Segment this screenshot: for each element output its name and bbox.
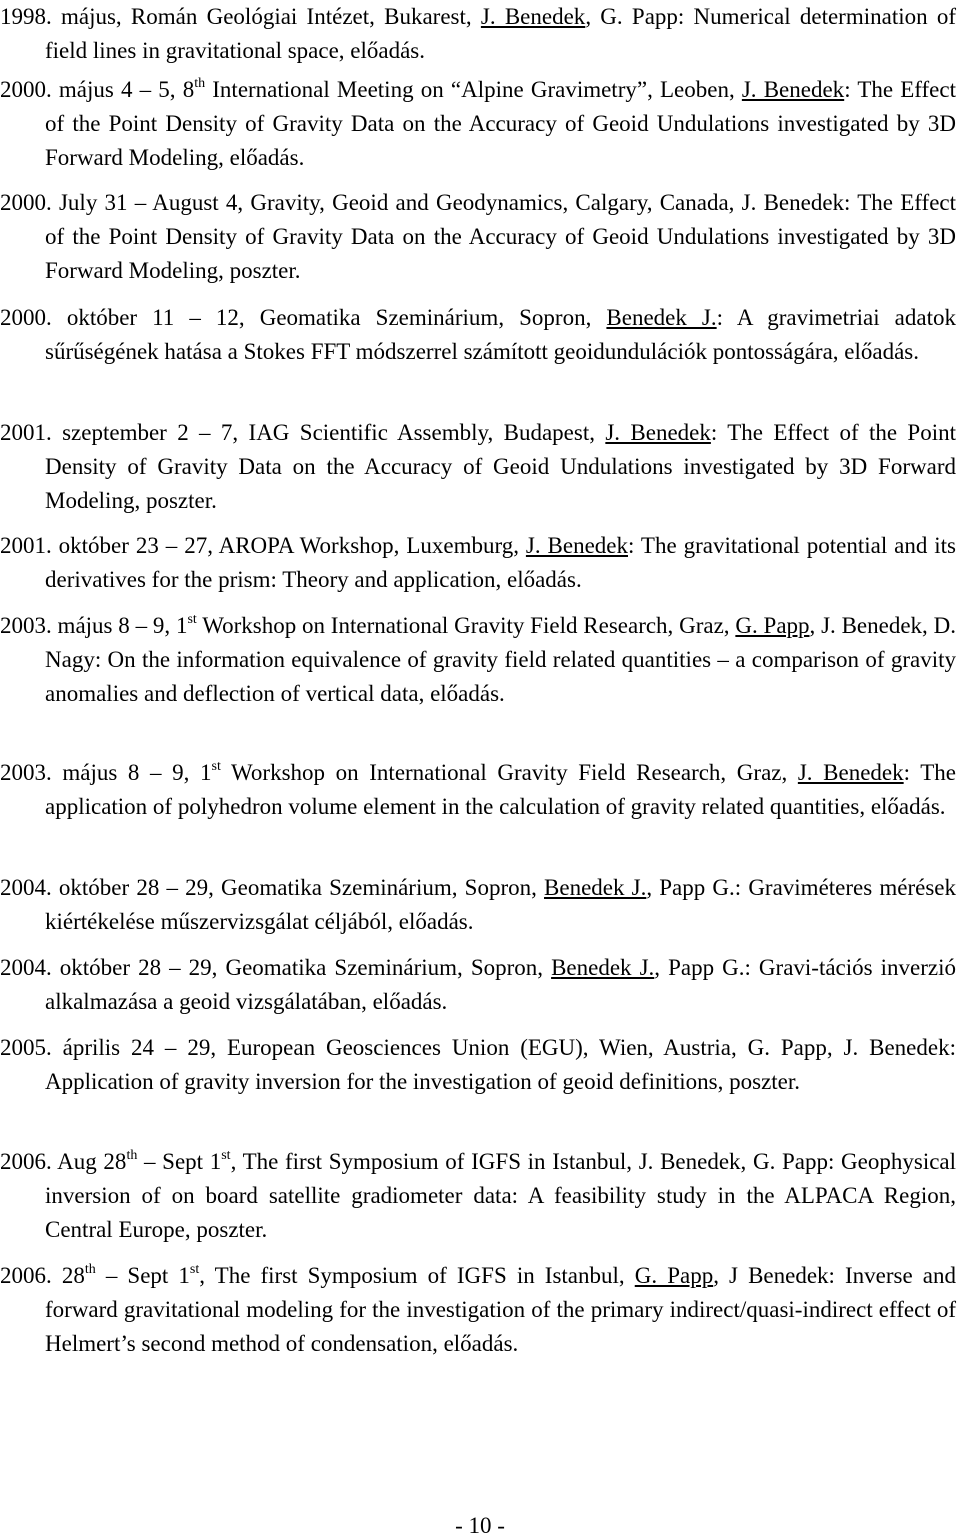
ordinal-suffix: st <box>221 1148 231 1163</box>
author-name-underlined: Benedek J. <box>606 305 717 330</box>
entry-text: : The Effect of the Point Density of Gravity Data on the Accuracy of Geoid Undulations investigated by 3D Forward Modeling, előadás. <box>45 77 956 170</box>
entry-text: 2000. október 11 – 12, Geomatika Szeminárium, Sopron, <box>0 305 607 330</box>
entry-text: Workshop on International Gravity Field Research, Graz, <box>220 760 798 785</box>
entry-text: 2006. Aug 28 <box>0 1149 127 1174</box>
entry-text: 2001. október 23 – 27, AROPA Workshop, Luxemburg, <box>0 533 526 558</box>
conference-entry <box>0 73 956 175</box>
conference-entry <box>0 1145 956 1247</box>
ordinal-suffix: st <box>189 1262 200 1277</box>
entry-text: : The Effect of the Point Density of Gravity Data on the Accuracy of Geoid Undulations investigated by 3D Forward Modeling, poszter. <box>45 420 957 513</box>
conference-entry <box>0 951 956 1019</box>
entry-text: – Sept 1 <box>137 1149 222 1174</box>
conference-entry <box>0 416 956 518</box>
ordinal-suffix: st <box>211 759 221 774</box>
entry-text: , J. Benedek, D. Nagy: On the information equivalence of gravity field related quantities – a comparison of gravity anomalies and deflection of vertical data, előadás. <box>45 613 956 706</box>
entry-text: 2003. május 8 – 9, 1 <box>0 760 212 785</box>
entry-text: 1998. május, Román Geológiai Intézet, Bukarest, <box>0 4 481 29</box>
ordinal-suffix: th <box>194 76 206 91</box>
entry-text: , The first Symposium of IGFS in Istanbul, J. Benedek, G. Papp: Geophysical inversion of on board satellite gradiometer data: A feasibility study in the ALPACA Region, Central Europe, poszter. <box>45 1149 957 1242</box>
entry-text: International Meeting on “Alpine Gravimetry”, Leoben, <box>205 77 742 102</box>
entry-text: , Papp G.: Graviméteres mérések kiértékelése műszervizsgálat céljából, előadás. <box>45 875 956 934</box>
conference-entry <box>0 756 956 824</box>
entry-text: , J Benedek: Inverse and forward gravitational modeling for the investigation of the primary indirect/quasi-indirect effect of Helmert’s second method of condensation, előadás. <box>45 1263 957 1356</box>
entry-text: 2001. szeptember 2 – 7, IAG Scientific Assembly, Budapest, <box>0 420 606 445</box>
entry-text: : A gravimetriai adatok sűrűségének hatása a Stokes FFT módszerrel számított geoidundulációk pontosságára, előadás. <box>45 305 956 364</box>
author-name-underlined: J. Benedek <box>525 533 628 558</box>
author-name-underlined: Benedek J. <box>544 875 647 900</box>
page-number: - 10 - <box>455 1513 505 1538</box>
entry-text: 2000. July 31 – August 4, Gravity, Geoid and Geodynamics, Calgary, Canada, J. Benedek: The Effect of the Point Density of Gravity Data on the Accuracy of Geoid Undulations investigated by 3D Forward Modeling, poszter. <box>0 190 956 283</box>
entry-text: , The first Symposium of IGFS in Istanbul, <box>199 1263 635 1288</box>
entry-text: 2000. május 4 – 5, 8 <box>0 77 195 102</box>
conference-entry <box>0 301 956 369</box>
conference-entry <box>0 1259 956 1361</box>
conference-entry <box>0 0 956 68</box>
conference-entry <box>0 1031 956 1099</box>
author-name-underlined: J. Benedek <box>741 77 845 102</box>
entry-text: 2004. október 28 – 29, Geomatika Szeminárium, Sopron, <box>0 955 552 980</box>
conference-entry <box>0 871 956 939</box>
entry-text: , G. Papp: Numerical determination of field lines in gravitational space, előadás. <box>45 4 957 63</box>
ordinal-suffix: th <box>126 1148 138 1163</box>
entry-text: – Sept 1 <box>95 1263 190 1288</box>
entry-text: : The application of polyhedron volume element in the calculation of gravity related quantities, előadás. <box>45 760 957 819</box>
entry-text: , Papp G.: Gravi-tációs inverzió alkalmazása a geoid vizsgálatában, előadás. <box>45 955 956 1014</box>
entry-text: Workshop on International Gravity Field Research, Graz, <box>196 613 736 638</box>
entry-text: : The gravitational potential and its derivatives for the prism: Theory and application, előadás. <box>45 533 956 592</box>
ordinal-suffix: st <box>187 612 197 627</box>
conference-entry <box>0 529 956 597</box>
author-name-underlined: Benedek J. <box>551 955 655 980</box>
conference-entry <box>0 609 956 711</box>
author-name-underlined: J. Benedek <box>797 760 904 785</box>
entry-text: 2003. május 8 – 9, 1 <box>0 613 188 638</box>
entry-text: 2006. 28 <box>0 1263 85 1288</box>
ordinal-suffix: th <box>84 1262 96 1277</box>
entry-text: 2005. április 24 – 29, European Geosciences Union (EGU), Wien, Austria, G. Papp, J. Benedek: Application of gravity inversion for the investigation of geoid definitions, poszter. <box>0 1035 956 1094</box>
author-name-underlined: J. Benedek <box>605 420 711 445</box>
author-name-underlined: J. Benedek <box>480 4 586 29</box>
author-name-underlined: G. Papp <box>735 613 810 638</box>
author-name-underlined: G. Papp <box>634 1263 714 1288</box>
conference-entry <box>0 186 956 288</box>
entry-text: 2004. október 28 – 29, Geomatika Szeminárium, Sopron, <box>0 875 545 900</box>
